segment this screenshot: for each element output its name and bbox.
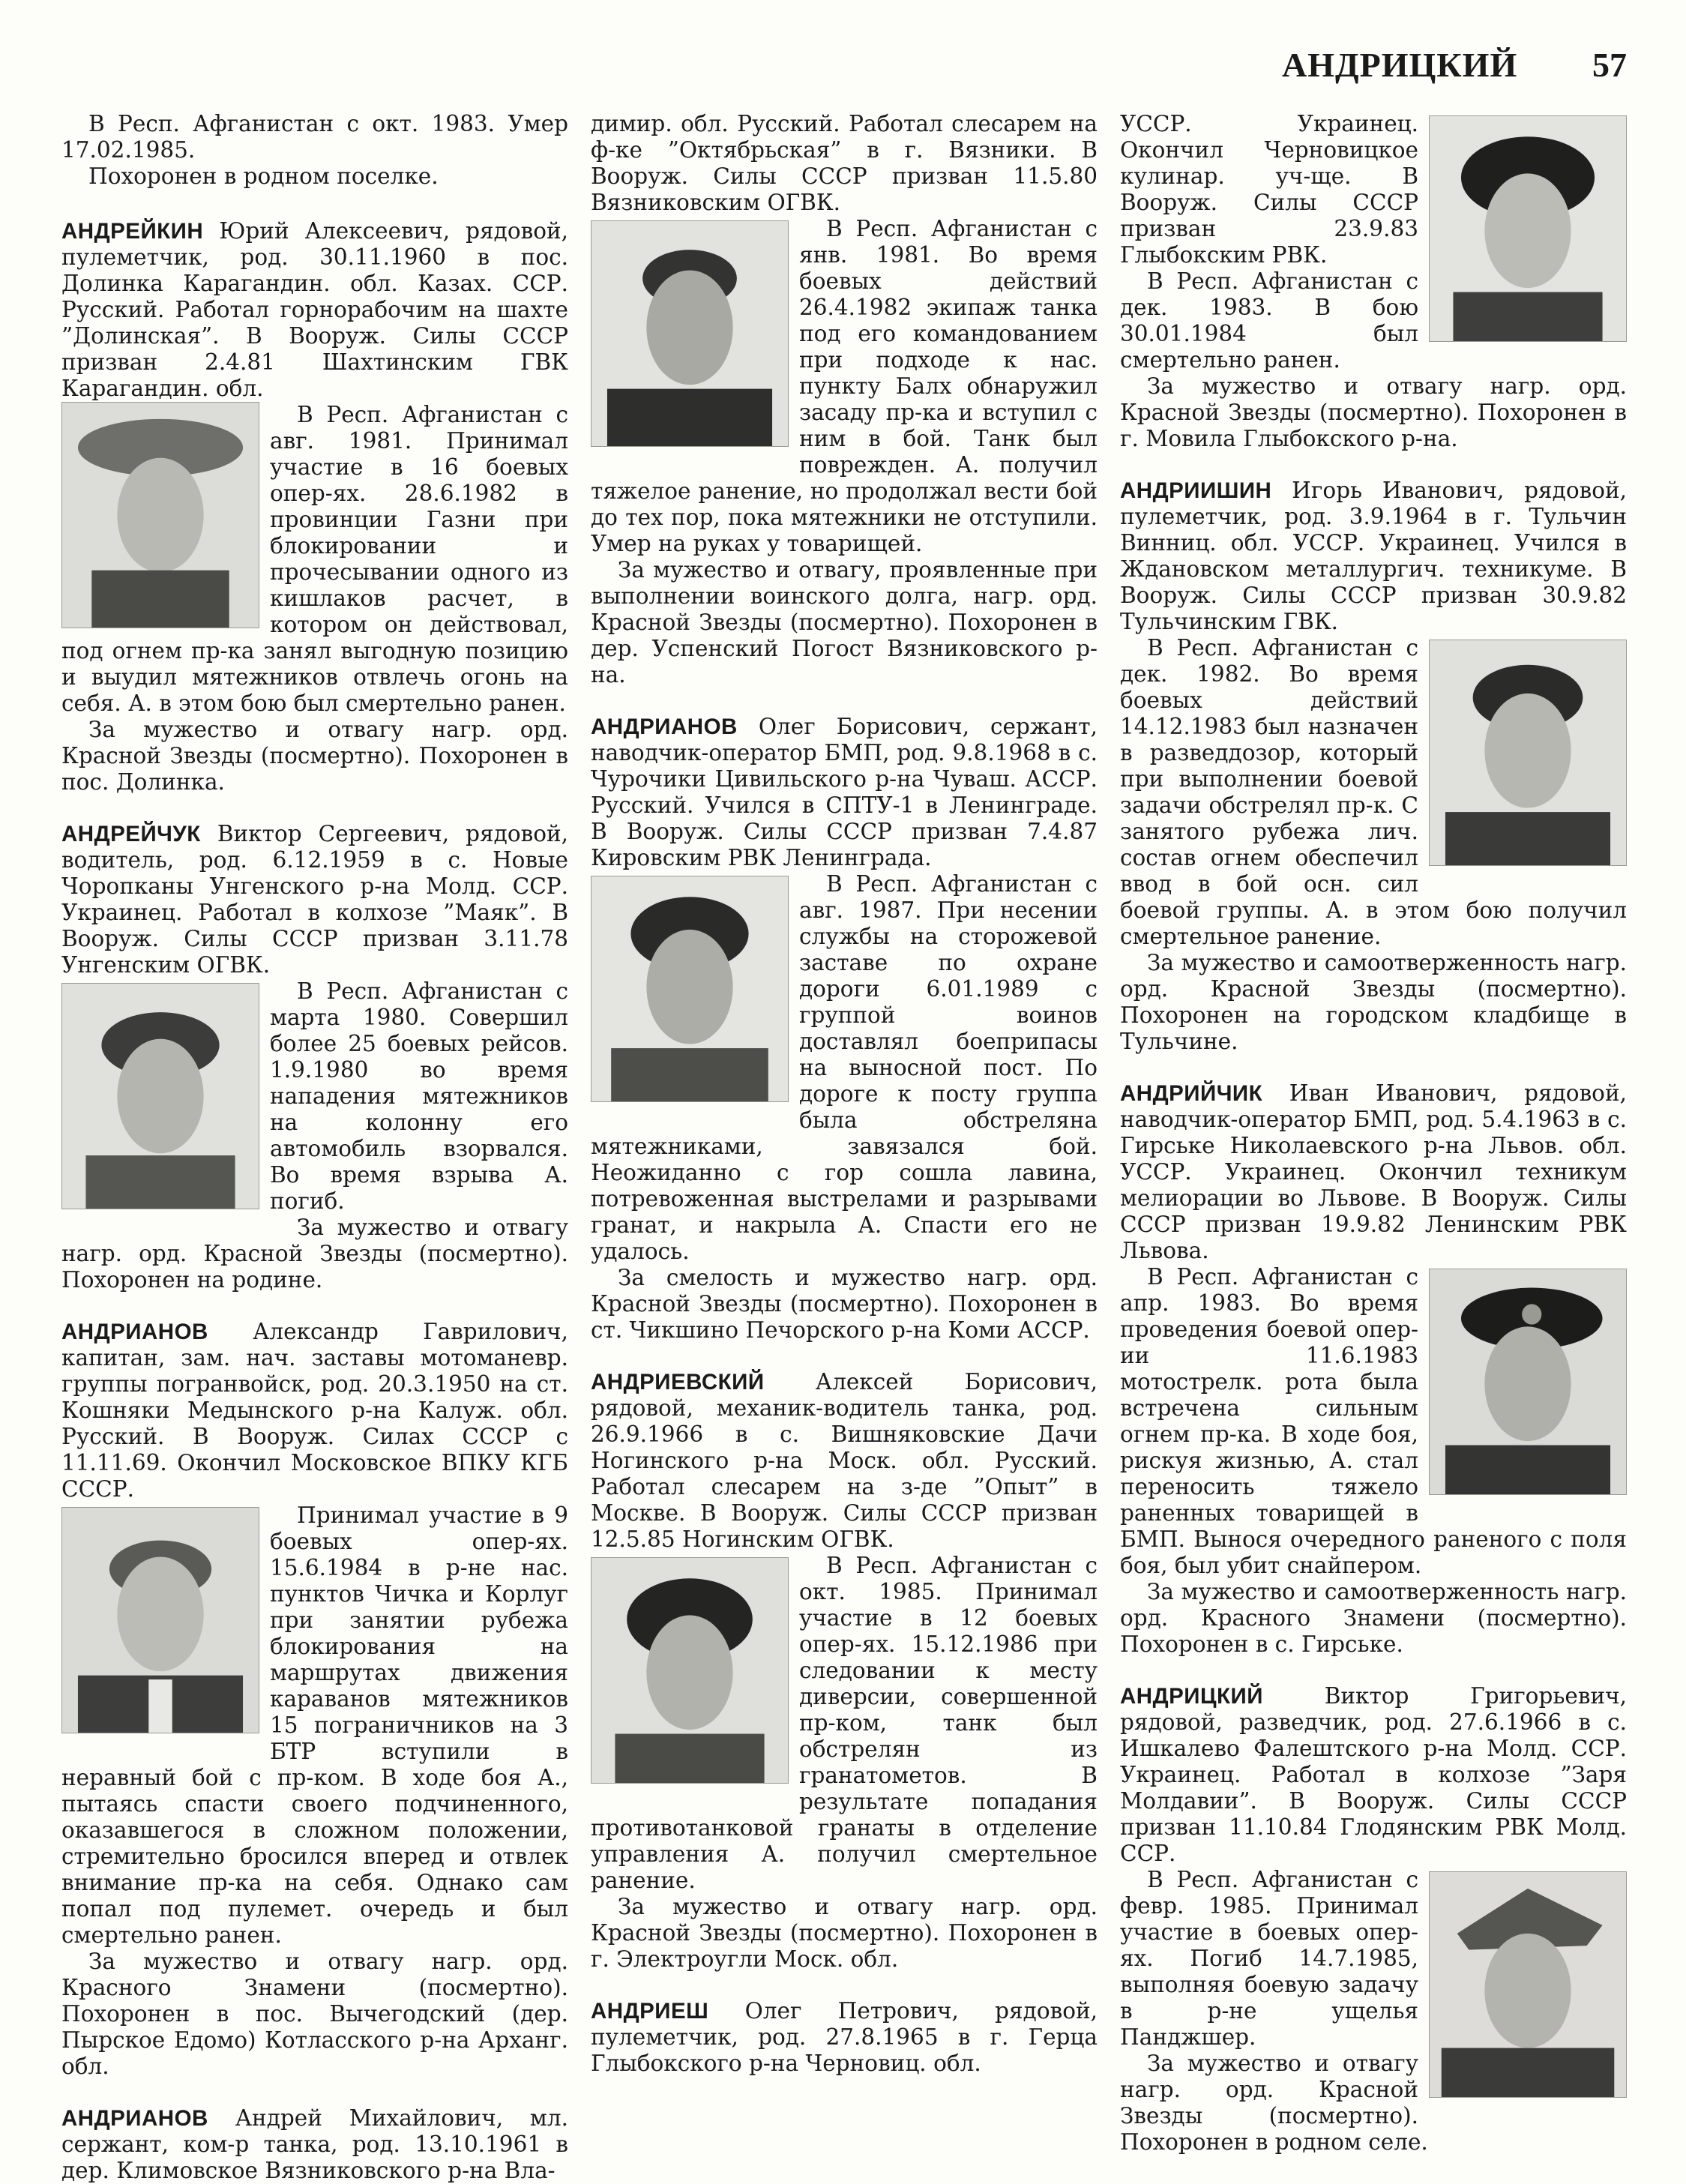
entry-paragraph: За мужество и отвагу нагр. орд. Красной Звезды (посмертно). Похоронен в г. Мовила Глыбокского р-на. bbox=[1120, 373, 1627, 451]
entry-text: Юрий Алексеевич, рядовой, пулеметчик, род. 30.11.1960 в пос. Долинка Карагандин. обл. Казах. ССР. Русский. Работал горнорабочим на шахте ”Долинская”. В Вооруж. Силы СССР призван 2.4.81 Шахтинским ГВК Карагандин. обл. bbox=[61, 218, 568, 401]
entry-surname: АНДРИАНОВ bbox=[61, 1320, 208, 1344]
entry-andriychik bbox=[1120, 1080, 1627, 1658]
entry-paragraph: В Респ. Афганистан с марта 1980. Совершил более 25 боевых рейсов. 1.9.1980 во время нападения мятежников на колонну его автомобиль взорвался. Во время взрыва А. погиб. bbox=[270, 978, 568, 1214]
entry-text: Виктор Григорьевич, рядовой, разведчик, род. 27.6.1966 в с. Ишкалево Фалештского р-на Молд. ССР. Украинец. Работал в колхозе ”Заря Молдавии”. В Вооруж. Силы СССР призван 11.10.84 Глодянским РВК Молд. ССР. bbox=[1120, 1683, 1627, 1866]
entry-paragraph: В Респ. Афганистан с февр. 1985. Принимал участие в боевых опер-ях. Погиб 14.7.1985, выполняя боевую задачу в р-не ущелья Панджшер. bbox=[1120, 1867, 1418, 2050]
entry-paragraph: За смелость и мужество нагр. орд. Красной Звезды (посмертно). Похоронен в ст. Чикшино Печорского р-на Коми АССР. bbox=[591, 1265, 1098, 1343]
column-1 bbox=[61, 111, 568, 2184]
entry-text: Андрей Михайлович, мл. сержант, ком-р танка, род. 13.10.1961 в дер. Климовское Вязниковского р-на Вла- bbox=[61, 2105, 568, 2183]
entry-surname: АНДРЕЙКИН bbox=[61, 219, 204, 244]
portrait-photo bbox=[1429, 640, 1627, 866]
portrait-photo bbox=[61, 983, 259, 1209]
column-2 bbox=[591, 111, 1098, 2077]
entry-paragraph: За мужество и отвагу нагр. орд. Красного Знамени (посмертно). Похоронен в пос. Вычегодский (дер. Пырское Едомо) Котласского р-на Арханг. обл. bbox=[61, 1949, 568, 2079]
entry-continuation bbox=[61, 111, 568, 190]
entry-surname: АНДРИЕШ bbox=[591, 1999, 709, 2024]
entry-paragraph: В Респ. Афганистан с апр. 1983. Во время проведения боевой опер-ии 11.6.1983 мотострелк. рота была встречена сильным огнем пр-ка. В ходе боя, рискуя жизнью, А. стал переносить тяжело раненных товарищей в БМП. Вынося очередного раненого с поля боя, был убит снайпером. bbox=[1120, 1264, 1627, 1578]
column-3 bbox=[1120, 111, 1627, 2156]
entry-text: УССР. Украинец. Окончил Черновицкое кулинар. уч-ще. В Вооруж. Силы СССР призван 23.9.83 Глыбокским РВК. bbox=[1120, 111, 1418, 268]
entry-andreychuk bbox=[61, 821, 568, 1293]
entry-text: Александр Гаврилович, капитан, зам. нач. заставы мотоманевр. группы погранвойск, род. 20.3.1950 на ст. Кошняки Медынского р-на Калуж. обл. Русский. В Вооруж. Силах СССР с 11.11.69. Окончил Московское ВПКУ КГБ СССР. bbox=[61, 1319, 568, 1502]
entry-surname: АНДРИАНОВ bbox=[61, 2106, 208, 2131]
entry-text: Иван Иванович, рядовой, наводчик-оператор БМП, род. 5.4.1963 в с. Гирське Николаевского р-на Львов. обл. УССР. Украинец. Окончил техникум мелиорации во Львове. В Вооруж. Силы СССР призван 19.9.82 Ленинским РВК Львова. bbox=[1120, 1080, 1627, 1263]
portrait-photo bbox=[1429, 115, 1627, 342]
page-header bbox=[1259, 45, 1627, 90]
entry-paragraph: В Респ. Афганистан с авг. 1981. Принимал участие в 16 боевых опер-ях. 28.6.1982 в провинции Газни при блокировании и прочесывании одного из кишлаков расчет, в котором он действовал, под огнем пр-ка занял выгодную позицию и выудил мятежников отвлечь огонь на себя. А. в этом бою был смертельно ранен. bbox=[61, 402, 568, 716]
entry-text: димир. обл. Русский. Работал слесарем на ф-ке ”Октябрьская” в г. Вязники. В Вооруж. Силы СССР призван 11.5.80 Вязниковским ОГВК. bbox=[591, 111, 1098, 215]
entry-surname: АНДРИИШИН bbox=[1120, 478, 1272, 503]
entry-paragraph: За мужество и отвагу нагр. орд. Красной Звезды (посмертно). Похоронен в пос. Долинка. bbox=[61, 717, 568, 795]
entry-surname: АНДРИЙЧИК bbox=[1120, 1081, 1263, 1106]
entry-andriishin bbox=[1120, 478, 1627, 1055]
entry-andrianov-oleg bbox=[591, 714, 1098, 1344]
entry-paragraph: В Респ. Афганистан с дек. 1982. Во время боевых действий 14.12.1983 был назначен в разведдозор, который при выполнении боевой задачи обстрелял пр-к. С занятого рубежа лич. состав огнем обеспечил ввод в бой осн. сил боевой группы. А. в этом бою получил смертельное ранение. bbox=[1120, 635, 1627, 949]
portrait-photo bbox=[61, 1507, 259, 1733]
entry-andreykin bbox=[61, 218, 568, 795]
portrait-photo bbox=[591, 1557, 789, 1784]
entry-paragraph: За мужество и отвагу нагр. орд. Красной Звезды (посмертно). Похоронен в г. Электроугли Моск. обл. bbox=[591, 1894, 1098, 1972]
entry-paragraph: В Респ. Афганистан с окт. 1985. Принимал участие в 12 боевых опер-ях. 15.12.1986 при следовании к месту диверсии, совершенной пр-ком, танк был обстрелян из гранатометов. В результате попадания противотанковой гранаты в отделение управления А. получил смертельное ранение. bbox=[591, 1553, 1098, 1893]
entry-text: Олег Борисович, сержант, наводчик-оператор БМП, род. 9.8.1968 в с. Чурочики Цивильского р-на Чуваш. АССР. Русский. Учился в СПТУ-1 в Ленинграде. В Вооруж. Силы СССР призван 7.4.87 Кировским РВК Ленинграда. bbox=[591, 714, 1098, 870]
running-head: АНДРИЦКИЙ bbox=[1282, 46, 1518, 84]
entry-paragraph: Принимал участие в 9 боевых опер-ях. 15.6.1984 в р-не нас. пунктов Чичка и Корлуг при занятии рубежа блокирования на маршрутах движения караванов мятежников 15 пограничников на 3 БТР вступили в неравный бой с пр-ком. В ходе боя А., пытаясь спасти своего подчиненного, оказавшегося в сложном положении, стремительно бросился вперед и отвлек внимание пр-ка на себя. Однако сам попал под пулемет. очередь и был смертельно ранен. bbox=[61, 1502, 568, 1948]
entry-continuation bbox=[591, 111, 1098, 688]
entry-paragraph: За мужество и самоотверженность нагр. орд. Красного Знамени (посмертно). Похоронен в с. Гирське. bbox=[1120, 1579, 1627, 1657]
entry-text: Олег Петрович, рядовой, пулеметчик, род. 27.8.1965 в г. Герца Глыбокского р-на Черновиц. обл. bbox=[591, 1998, 1098, 2076]
entry-surname: АНДРЕЙЧУК bbox=[61, 822, 201, 846]
entry-text: Алексей Борисович, рядовой, механик-водитель танка, род. 26.9.1966 в с. Вишняковские Дачи Ногинского р-на Моск. обл. Русский. Работал слесарем на з-де ”Опыт” в Москве. В Вооруж. Силы СССР призван 12.5.85 Ногинским ОГВК. bbox=[591, 1369, 1098, 1552]
entry-paragraph: В Респ. Афганистан с авг. 1987. При несении службы на сторожевой заставе по охране дороги 6.01.1989 с группой воинов доставлял боеприпасы на выносной пост. По дороге к посту группа была обстреляна мятежниками, завязался бой. Неожиданно с гор сошла лавина, потревоженная выстрелами и разрывами гранат, и накрыла А. Спасти его не удалось. bbox=[591, 871, 1098, 1264]
entry-andrianov-alexander bbox=[61, 1319, 568, 2080]
portrait-photo bbox=[591, 876, 789, 1102]
entry-text: Виктор Сергеевич, рядовой, водитель, род. 6.12.1959 в с. Новые Чоропканы Унгенского р-на Молд. ССР. Украинец. Работал в колхозе ”Маяк”. В Вооруж. Силы СССР призван 3.11.78 Унгенским ОГВК. bbox=[61, 821, 568, 978]
entry-surname: АНДРИЦКИЙ bbox=[1120, 1684, 1263, 1709]
portrait-photo bbox=[591, 220, 789, 447]
entry-andritskiy bbox=[1120, 1683, 1627, 2156]
portrait-photo bbox=[61, 402, 259, 628]
portrait-photo bbox=[1429, 1871, 1627, 2098]
entry-paragraph: В Респ. Афганистан с дек. 1983. В бою 30.01.1984 был смертельно ранен. bbox=[1120, 268, 1418, 373]
entry-paragraph: За мужество и самоотверженность нагр. орд. Красной Звезды (посмертно). Похоронен на городском кладбище в Тульчине. bbox=[1120, 950, 1627, 1054]
entry-andrianov-andrey bbox=[61, 2105, 568, 2184]
entry-paragraph: За мужество и отвагу нагр. орд. Красной Звезды (посмертно). Похоронен на родине. bbox=[61, 1215, 568, 1293]
entry-paragraph bbox=[591, 111, 1098, 216]
entry-continuation bbox=[1120, 111, 1627, 452]
page-number: 57 bbox=[1592, 46, 1627, 84]
entry-paragraph: За мужество и отвагу нагр. орд. Красной Звезды (посмертно). Похоронен в родном селе. bbox=[1120, 2051, 1428, 2155]
entry-surname: АНДРИЕВСКИЙ bbox=[591, 1370, 765, 1395]
entry-text: Игорь Иванович, рядовой, пулеметчик, род. 3.9.1964 в г. Тульчин Винниц. обл. УССР. Украинец. Учился в Ждановском металлургич. техникуме. В Вооруж. Силы СССР призван 30.9.82 Тульчинским ГВК. bbox=[1120, 478, 1627, 634]
entry-andriesh bbox=[591, 1998, 1098, 2077]
entry-andrievskiy bbox=[591, 1369, 1098, 1973]
portrait-photo bbox=[1429, 1269, 1627, 1495]
entry-paragraph: В Респ. Афганистан с янв. 1981. Во время боевых действий 26.4.1982 экипаж танка под его командованием при подходе к нас. пункту Балх обнаружил засаду пр-ка и вступил с ним в бой. Танк был поврежден. А. получил тяжелое ранение, но продолжал вести бой до тех пор, пока мятежники не отступили. Умер на руках у товарищей. bbox=[591, 216, 1098, 556]
entry-surname: АНДРИАНОВ bbox=[591, 715, 738, 739]
entry-paragraph: Похоронен в родном поселке. bbox=[88, 163, 439, 189]
entry-paragraph: За мужество и отвагу, проявленные при выполнении воинского долга, нагр. орд. Красной Звезды (посмертно). Похоронен в дер. Успенский Погост Вязниковского р-на. bbox=[591, 557, 1098, 688]
entry-paragraph: В Респ. Афганистан с окт. 1983. Умер 17.02.1985. bbox=[61, 111, 568, 163]
